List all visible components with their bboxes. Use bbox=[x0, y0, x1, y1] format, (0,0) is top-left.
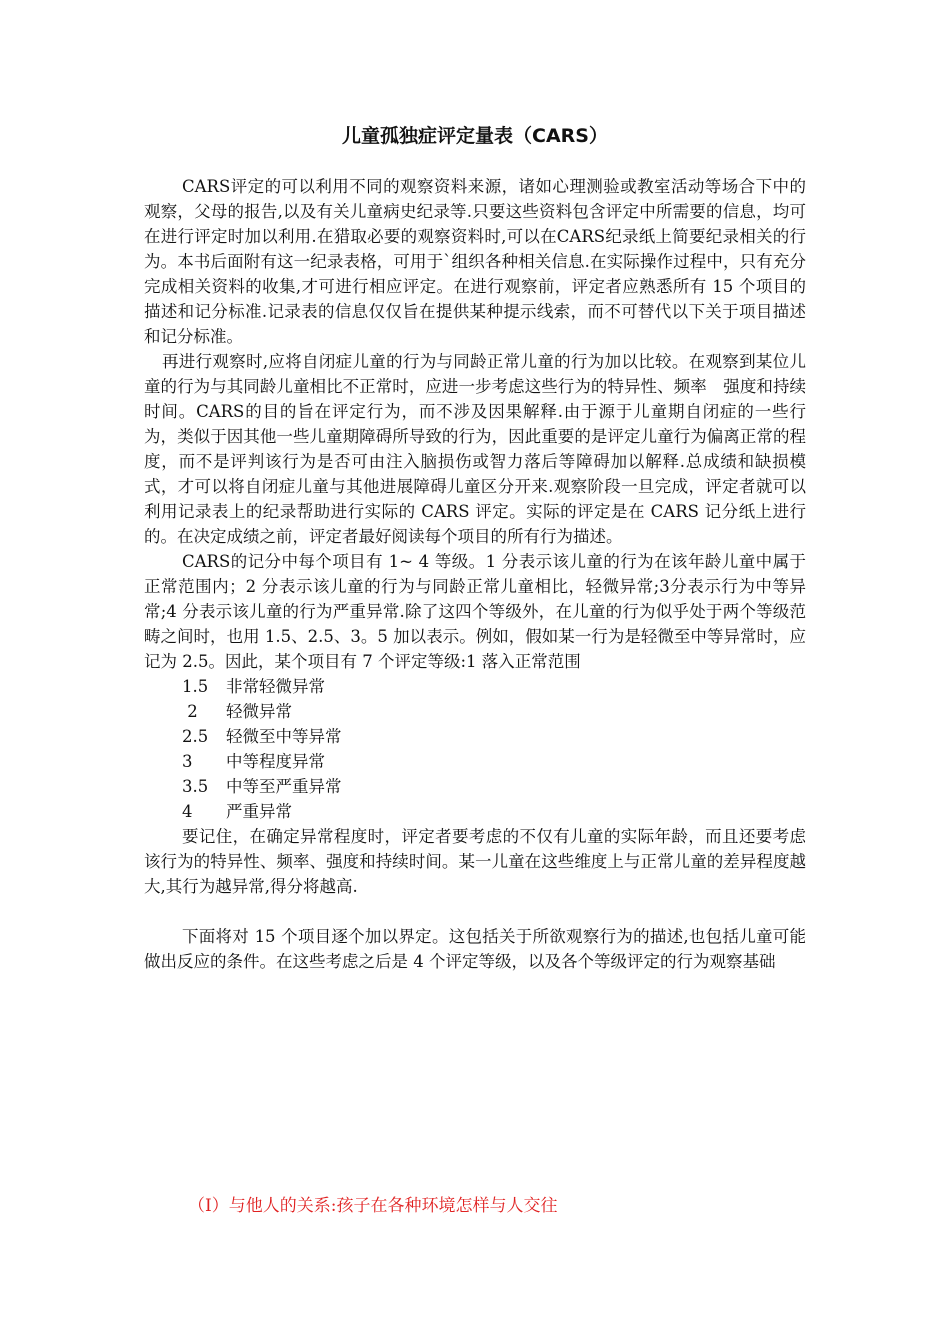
rating-level-item bbox=[182, 749, 806, 774]
rating-level-item bbox=[182, 699, 806, 724]
rating-level-item bbox=[182, 724, 806, 749]
rating-levels-list bbox=[144, 674, 806, 824]
paragraph-remember: 要记住，在确定异常程度时，评定者要考虑的不仅有儿童的实际年龄，而且还要考虑该行为的特异性、频率、强度和持续时间。某一儿童在这些维度上与正常儿童的差异程度越大,其行为越异常,得分将越高. bbox=[144, 827, 806, 896]
rating-level-label: 轻微至中等异常 bbox=[226, 727, 342, 746]
paragraph-observation: 再进行观察时,应将自闭症儿童的行为与同龄正常儿童的行为加以比较。在观察到某位儿童的行为与其同龄儿童相比不正常时，应进一步考虑这些行为的特异性、频率 强度和持续时间。CARS的目的旨在评定行为，而不涉及因果解释.由于源于儿童期自闭症的一些行为，类似于因其他一些儿童期障碍所导致的行为，因此重要的是评定儿童行为偏离正常的程度，而不是评判该行为是否可由注入脑损伤或智力落后等障碍加以解释.总成绩和缺损模式，才可以将自闭症儿童与其他进展障碍儿童区分开来.观察阶段一旦完成，评定者就可以利用记录表上的纪录帮助进行实际的 CARS 评定。实际的评定是在 CARS 记分纸上进行的。在决定成绩之前，评定者最好阅读每个项目的所有行为描述。 bbox=[144, 352, 806, 546]
rating-level-number: 3.5 bbox=[182, 777, 209, 796]
document-body bbox=[144, 174, 806, 974]
rating-level-number: 2.5 bbox=[182, 727, 209, 746]
paragraph-scoring: CARS的记分中每个项目有 1~ 4 等级。1 分表示该儿童的行为在该年龄儿童中属于正常范围内；2 分表示该儿童的行为与同龄正常儿童相比，轻微异常;3分表示行为中等异常;4 分表示该儿童的行为严重异常.除了这四个等级外，在儿童的行为似乎处于两个等级范畴之间时，也用 1.5、2.5、3。5 加以表示。例如，假如某一行为是轻微至中等异常时，应记为 2.5。因此，某个项目有 7 个评定等级:1 落入正常范围 bbox=[144, 552, 806, 671]
rating-level-label: 严重异常 bbox=[226, 802, 292, 821]
rating-level-item bbox=[182, 774, 806, 799]
rating-level-number: 1.5 bbox=[182, 677, 209, 696]
rating-level-number: 4 bbox=[182, 802, 193, 821]
rating-level-number: 3 bbox=[182, 752, 193, 771]
rating-level-label: 轻微异常 bbox=[226, 702, 292, 721]
rating-level-item bbox=[182, 674, 806, 699]
paragraph-items-intro: 下面将对 15 个项目逐个加以界定。这包括关于所欲观察行为的描述,也包括儿童可能做出反应的条件。在这些考虑之后是 4 个评定等级，以及各个等级评定的行为观察基础 bbox=[144, 927, 806, 971]
paragraph-data-sources: CARS评定的可以利用不同的观察资料来源，诸如心理测验或教室活动等场合下中的观察，父母的报告,以及有关儿童病史纪录等.只要这些资料包含评定中所需要的信息，均可在进行评定时加以利用.在猎取必要的观察资料时,可以在CARS纪录纸上简要纪录相关的行为。本书后面附有这一纪录表格，可用于`组织各种相关信息.在实际操作过程中，只有充分完成相关资料的收集,才可进行相应评定。在进行观察前，评定者应熟悉所有 15 个项目的描述和记分标准.记录表的信息仅仅旨在提供某种提示线索，而不可替代以下关于项目描述和记分标准。 bbox=[144, 177, 806, 346]
document-title: 儿童孤独症评定量表（CARS） bbox=[342, 125, 608, 147]
rating-level-label: 非常轻微异常 bbox=[226, 677, 325, 696]
section-heading-relationships: （Ⅰ）与他人的关系:孩子在各种环境怎样与人交往 bbox=[188, 1196, 558, 1216]
rating-level-label: 中等至严重异常 bbox=[226, 777, 342, 796]
rating-level-label: 中等程度异常 bbox=[226, 752, 325, 771]
rating-level-item bbox=[182, 799, 806, 824]
rating-level-number: 2 bbox=[182, 702, 198, 721]
blank-line bbox=[144, 899, 806, 924]
